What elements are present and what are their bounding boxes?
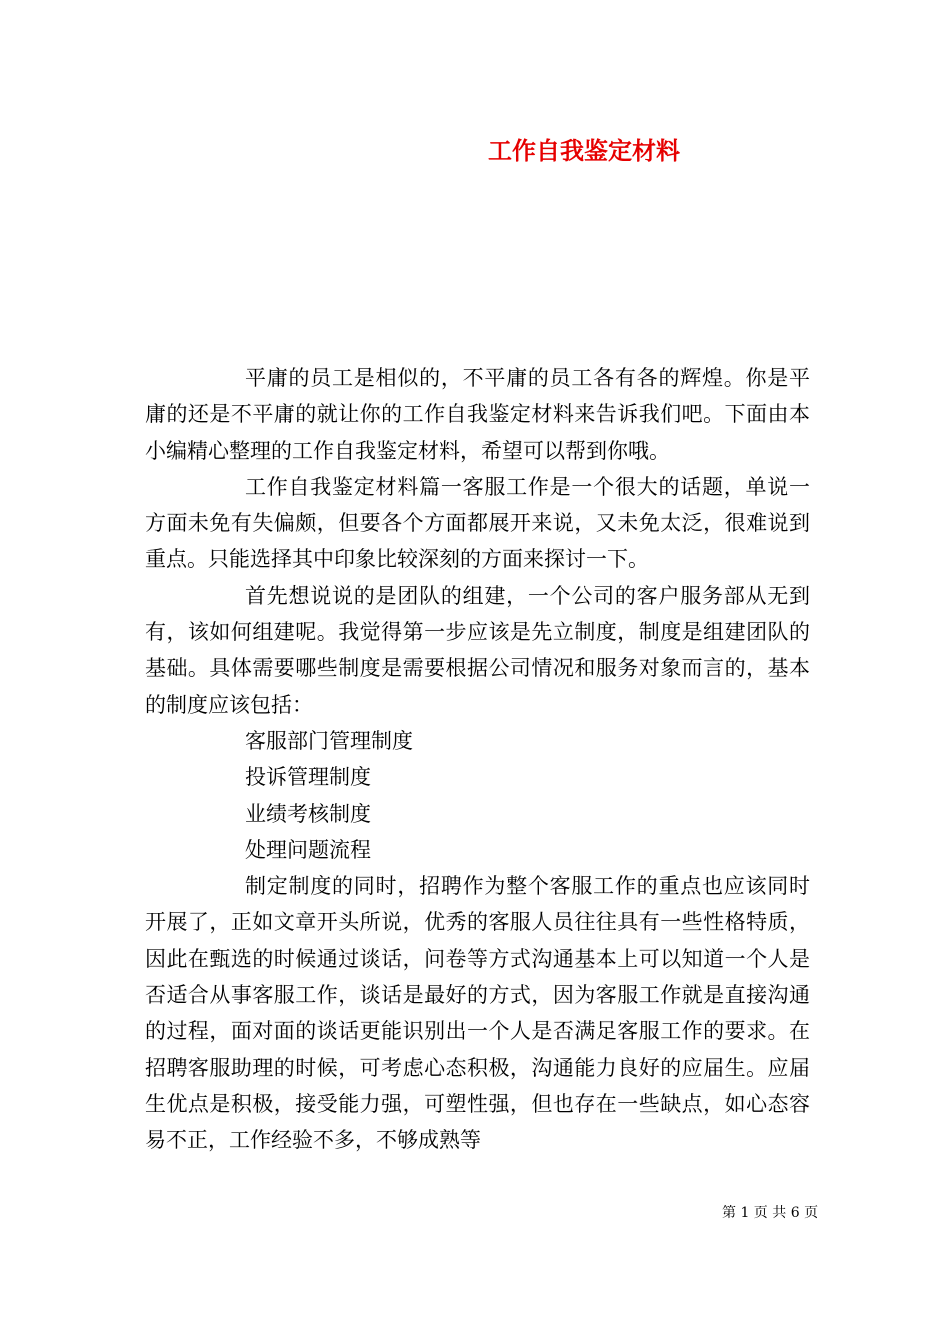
system-list [145,723,810,868]
list-item: 投诉管理制度 [245,765,371,790]
page-number: 第 1 页 共 6 页 [722,1205,819,1221]
list-item: 业绩考核制度 [245,801,371,826]
intro-paragraph: 平庸的员工是相似的，不平庸的员工各有各的辉煌。你是平庸的还是不平庸的就让你的工作自我鉴定材料来告诉我们吧。下面由本小编精心整理的工作自我鉴定材料，希望可以帮到你哦。 [145,366,810,463]
section-one-paragraph: 工作自我鉴定材料篇一客服工作是一个很大的话题，单说一方面未免有失偏颇，但要各个方面都展开来说，又未免太泛，很难说到重点。只能选择其中印象比较深刻的方面来探讨一下。 [145,474,810,572]
list-item: 客服部门管理制度 [245,728,413,753]
recruitment-paragraph: 制定制度的同时，招聘作为整个客服工作的重点也应该同时开展了，正如文章开头所说，优秀的客服人员往往具有一些性格特质，因此在甄选的时候通过谈话，问卷等方式沟通基本上可以知道一个人是否适合从事客服工作，谈话是最好的方式，因为客服工作就是直接沟通的过程，面对面的谈话更能识别出一个人是否满足客服工作的要求。在招聘客服助理的时候，可考虑心态积极，沟通能力良好的应届生。应届生优点是积极，接受能力强，可塑性强，但也存在一些缺点，如心态容易不正，工作经验不多，不够成熟等 [145,874,810,1153]
document-title: 工作自我鉴定材料 [488,136,680,165]
list-item: 处理问题流程 [245,837,371,862]
document-body [145,360,810,1159]
team-building-paragraph: 首先想说说的是团队的组建，一个公司的客户服务部从无到有，该如何组建呢。我觉得第一步应该是先立制度，制度是组建团队的基础。具体需要哪些制度是需要根据公司情况和服务对象而言的，基本的制度应该包括： [145,583,810,717]
